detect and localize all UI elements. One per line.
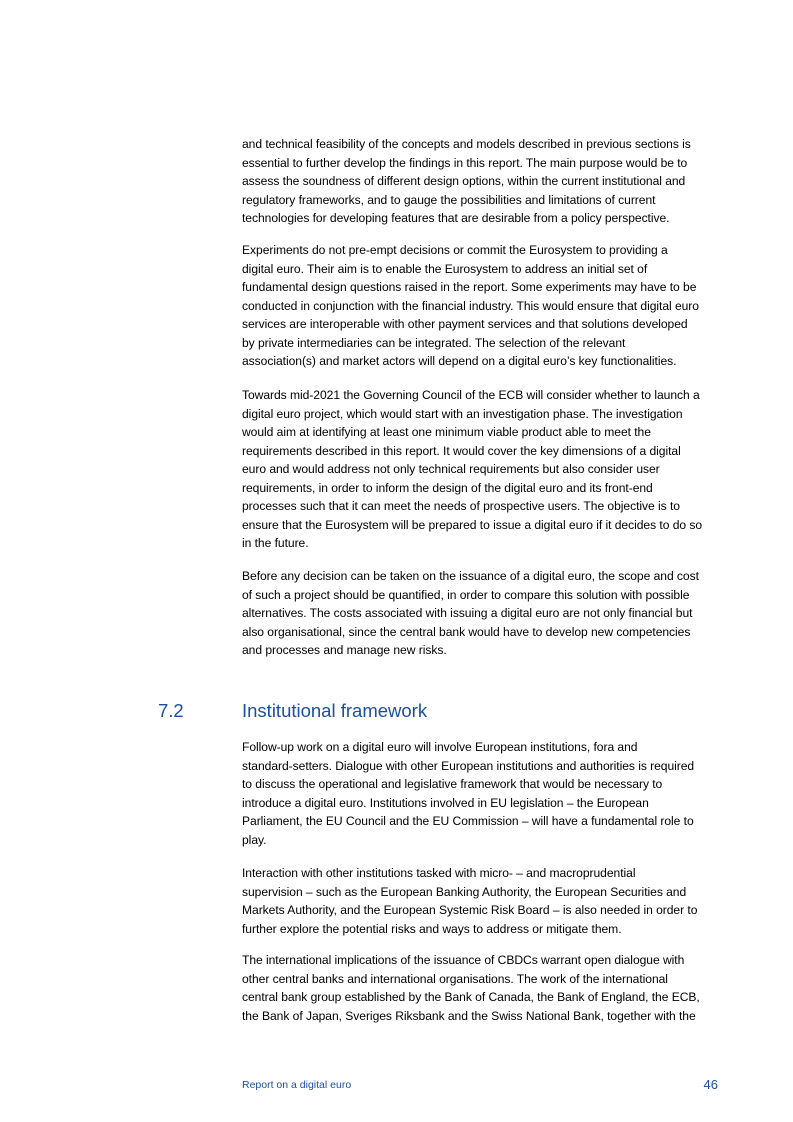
text-line: also organisational, since the central bank would have to develop new competencies — [242, 624, 691, 639]
text-line: play. — [242, 832, 267, 847]
text-line: to discuss the operational and legislative framework that would be necessary to — [242, 777, 663, 791]
footer-page-number: 46 — [703, 1077, 718, 1092]
text-line: central bank group established by the Bank of Canada, the Bank of England, the ECB, — [242, 990, 700, 1004]
paragraph-experiments-scope — [242, 241, 720, 371]
paragraph-project-cost — [242, 567, 720, 660]
paragraph-text — [242, 864, 720, 938]
paragraph-supervision-interaction — [242, 864, 720, 938]
text-line: digital euro. Their aim is to enable the Eurosystem to address an initial set of — [242, 261, 648, 276]
text-line: Markets Authority, and the European Systemic Risk Board – is also needed in order to — [242, 903, 698, 917]
text-line: technologies for developing features that are desirable from a policy perspective. — [242, 211, 670, 225]
text-line: standard-setters. Dialogue with other European institutions and authorities is required — [242, 758, 695, 773]
text-line: processes such that it can meet the needs of prospective users. The objective is to — [242, 499, 680, 513]
section-heading: Institutional framework — [242, 700, 428, 721]
text-line: Follow-up work on a digital euro will involve European institutions, fora and — [242, 740, 638, 754]
paragraph-text — [242, 951, 720, 1025]
text-line: Before any decision can be taken on the issuance of a digital euro, the scope and cost — [242, 569, 699, 583]
paragraph-text — [242, 241, 720, 371]
text-line: fundamental design questions raised in the report. Some experiments may have to be — [242, 280, 697, 294]
text-line: the Bank of Japan, Sveriges Riksbank and the Swiss National Bank, together with the — [242, 1008, 696, 1023]
text-line: requirements described in this report. It would cover the key dimensions of a digital — [242, 443, 681, 458]
text-line: services are interoperable with other payment services and that solutions developed — [242, 317, 688, 331]
text-line: introduce a digital euro. Institutions involved in EU legislation – the European — [242, 795, 649, 810]
text-line: assess the soundness of different design options, within the current institutional and — [242, 174, 686, 188]
paragraph-text — [242, 135, 720, 228]
text-line: would aim at identifying at least one minimum viable product able to meet the — [242, 425, 651, 439]
text-line: requirements, in order to inform the design of the digital euro and its front-end — [242, 480, 653, 495]
paragraph-experiments-intro — [242, 135, 720, 228]
paragraph-follow-up-work — [242, 738, 720, 849]
text-line: association(s) and market actors will depend on a digital euro’s key functionalities. — [242, 354, 677, 368]
text-line: Parliament, the EU Council and the EU Commission – will have a fundamental role to — [242, 814, 694, 828]
text-line: of such a project should be quantified, in order to compare this solution with possible — [242, 587, 690, 602]
text-line: ensure that the Eurosystem will be prepared to issue a digital euro if it decides to do so — [242, 517, 703, 532]
footer-document-title: Report on a digital euro — [242, 1079, 352, 1091]
paragraph-investigation-phase — [242, 386, 720, 553]
text-line: Experiments do not pre-empt decisions or commit the Eurosystem to providing a — [242, 243, 668, 257]
paragraph-international-implications — [242, 951, 720, 1025]
text-line: conducted in conjunction with the financial industry. This would ensure that digital euro — [242, 298, 699, 313]
text-line: alternatives. The costs associated with issuing a digital euro are not only financial but — [242, 606, 693, 620]
text-line: in the future. — [242, 536, 309, 550]
text-line: digital euro project, which would start with an investigation phase. The investigation — [242, 406, 683, 421]
text-line: supervision – such as the European Banking Authority, the European Securities and — [242, 884, 687, 899]
text-line: by private intermediaries can be integrated. The selection of the relevant — [242, 335, 626, 350]
text-line: Towards mid-2021 the Governing Council of the ECB will consider whether to launch a — [242, 388, 700, 402]
text-line: other central banks and international organisations. The work of the international — [242, 971, 668, 986]
paragraph-text — [242, 567, 720, 660]
section-number: 7.2 — [158, 700, 184, 721]
text-line: essential to further develop the findings in this report. The main purpose would be to — [242, 155, 688, 170]
paragraph-text — [242, 738, 720, 849]
text-line: euro and would address not only technical requirements but also consider user — [242, 462, 660, 476]
text-line: and processes and manage new risks. — [242, 643, 447, 657]
text-line: regulatory frameworks, and to gauge the possibilities and limitations of current — [242, 192, 656, 207]
paragraph-text — [242, 386, 720, 553]
text-line: The international implications of the issuance of CBDCs warrant open dialogue with — [242, 953, 685, 967]
text-line: Interaction with other institutions tasked with micro- – and macroprudential — [242, 866, 636, 880]
text-line: further explore the potential risks and ways to address or mitigate them. — [242, 921, 622, 936]
text-line: and technical feasibility of the concepts and models described in previous sections is — [242, 137, 691, 151]
